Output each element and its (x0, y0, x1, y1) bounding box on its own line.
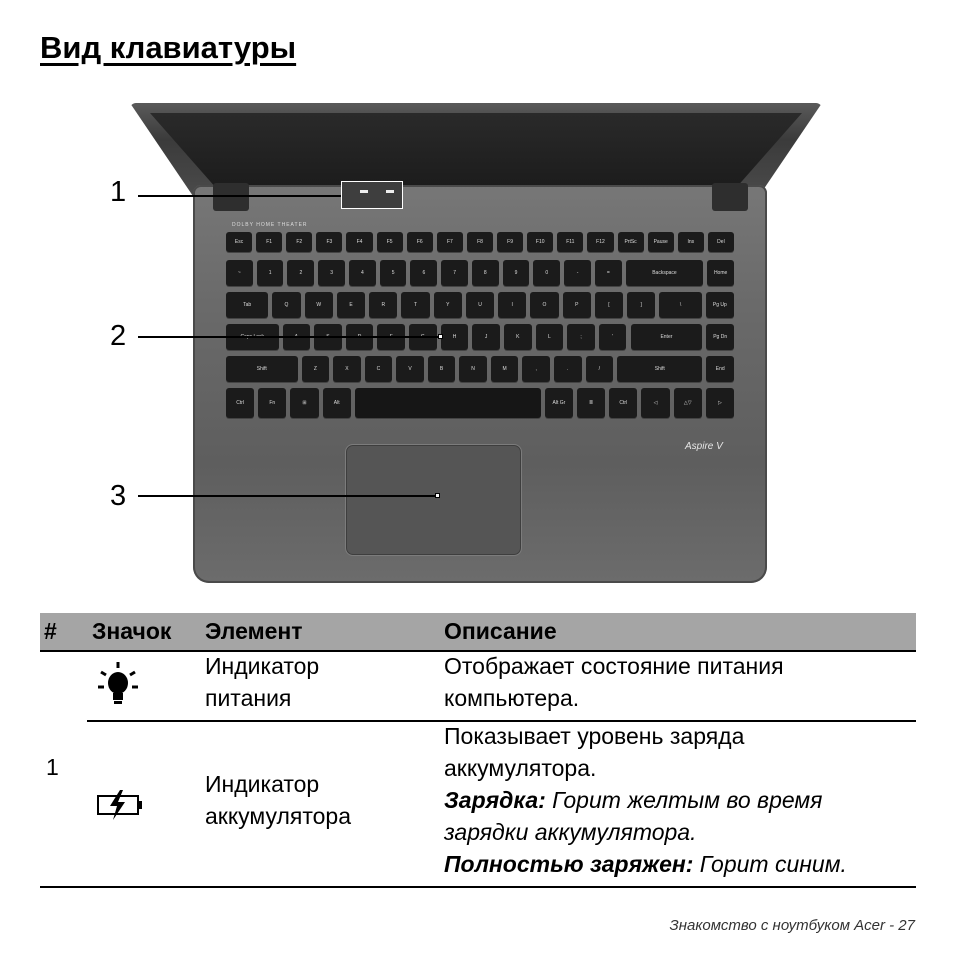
callout-2: 2 (110, 320, 127, 352)
header-description: Описание (444, 618, 557, 644)
keyboard-key: 5 (380, 260, 407, 286)
keyboard-key: 3 (318, 260, 345, 286)
keyboard-key: F7 (437, 232, 463, 252)
keyboard-key: ] (627, 292, 655, 318)
keyboard-key: W (305, 292, 333, 318)
keyboard-key: Q (272, 292, 300, 318)
keyboard-key: ' (599, 324, 627, 350)
keyboard-key: = (595, 260, 622, 286)
keyboard-key: Backspace (626, 260, 704, 286)
keyboard-key: O (530, 292, 558, 318)
keyboard-key: Fn (258, 388, 286, 418)
keyboard-key: M (491, 356, 519, 382)
power-indicator-icon (96, 660, 140, 710)
desc-charging-line-2: зарядки аккумулятора. (444, 819, 697, 845)
keyboard-key: ⊞ (290, 388, 318, 418)
keyboard-key: \ (659, 292, 701, 318)
element-power-l2: питания (205, 685, 292, 711)
keyboard-key: Esc (226, 232, 252, 252)
keyboard (226, 232, 734, 424)
keyboard-key: L (536, 324, 564, 350)
keyboard-key: I (498, 292, 526, 318)
row-group-number: 1 (46, 754, 59, 780)
keyboard-key: X (333, 356, 361, 382)
desc-battery-l1: Показывает уровень заряда (444, 723, 745, 749)
keyboard-key: K (504, 324, 532, 350)
charging-label: Зарядка: (444, 787, 546, 813)
keyboard-key: B (428, 356, 456, 382)
touchpad (345, 444, 522, 556)
callout-3: 3 (110, 480, 127, 512)
keyboard-key: F3 (316, 232, 342, 252)
keyboard-key: Ins (678, 232, 704, 252)
table-bottom-rule (40, 886, 916, 888)
keyboard-key: J (472, 324, 500, 350)
desc-battery-l2: аккумулятора. (444, 755, 597, 781)
keyboard-key: End (706, 356, 734, 382)
keyboard-key: 7 (441, 260, 468, 286)
callout-2-line (138, 336, 438, 338)
keyboard-key: - (564, 260, 591, 286)
keyboard-key: H (441, 324, 469, 350)
desc-power-l1: Отображает состояние питания (444, 653, 784, 679)
keyboard-key: 9 (503, 260, 530, 286)
keyboard-key: F6 (407, 232, 433, 252)
callout-1: 1 (110, 176, 127, 208)
keyboard-key: 2 (287, 260, 314, 286)
page-title: Вид клавиатуры (40, 30, 297, 65)
keyboard-key: F12 (587, 232, 613, 252)
keyboard-key: F8 (467, 232, 493, 252)
keyboard-key: C (365, 356, 393, 382)
keyboard-key: Shift (617, 356, 702, 382)
element-power-l1: Индикатор (205, 653, 320, 679)
desc-power-l2: компьютера. (444, 685, 580, 711)
keyboard-key: / (586, 356, 614, 382)
callout-2-end (438, 334, 443, 339)
keyboard-key: Pg Up (706, 292, 734, 318)
keyboard-key: △▽ (674, 388, 702, 418)
keyboard-key: ≣ (577, 388, 605, 418)
keyboard-key: Enter (631, 324, 703, 350)
desc-charging-line (444, 784, 822, 816)
header-element: Элемент (205, 618, 303, 644)
keyboard-key: F10 (527, 232, 553, 252)
charging-text: Горит желтым во время (545, 787, 823, 813)
keyboard-key: 6 (410, 260, 437, 286)
keyboard-key: Shift (226, 356, 298, 382)
keyboard-key: F5 (377, 232, 403, 252)
keyboard-key: Pause (648, 232, 674, 252)
full-label: Полностью заряжен: (444, 851, 694, 877)
keyboard-key: [ (595, 292, 623, 318)
keyboard-key: , (522, 356, 550, 382)
keyboard-key: F4 (346, 232, 372, 252)
keyboard-key: F11 (557, 232, 583, 252)
element-battery-l1: Индикатор (205, 771, 320, 797)
battery-led (386, 190, 394, 193)
keyboard-key: ▷ (706, 388, 734, 418)
brand-logo: Aspire V (685, 441, 723, 452)
keyboard-key: Z (302, 356, 330, 382)
keyboard-key: V (396, 356, 424, 382)
indicator-lights-highlight (341, 181, 403, 209)
header-icon: Значок (92, 618, 172, 644)
keyboard-key: N (459, 356, 487, 382)
keyboard-key: T (401, 292, 429, 318)
keyboard-key: Y (434, 292, 462, 318)
keyboard-key: Pg Dn (706, 324, 734, 350)
keyboard-key: R (369, 292, 397, 318)
keyboard-key: 4 (349, 260, 376, 286)
full-text: Горит синим. (693, 851, 847, 877)
keyboard-key: ~ (226, 260, 253, 286)
components-table (40, 613, 916, 877)
laptop-screen (150, 113, 802, 187)
keyboard-key: 1 (257, 260, 284, 286)
keyboard-key: . (554, 356, 582, 382)
key-space (355, 388, 541, 418)
desc-full-line (444, 848, 847, 880)
keyboard-key: Ctrl (226, 388, 254, 418)
keyboard-key: U (466, 292, 494, 318)
keyboard-key: ; (567, 324, 595, 350)
keyboard-key: F9 (497, 232, 523, 252)
table-header (40, 613, 916, 650)
keyboard-key: ◁ (641, 388, 669, 418)
battery-charging-icon (96, 789, 144, 821)
header-num: # (44, 618, 57, 644)
keyboard-key: Tab (226, 292, 268, 318)
keyboard-key: F2 (286, 232, 312, 252)
keyboard-key: Ctrl (609, 388, 637, 418)
page-footer: Знакомство с ноутбуком Acer - 27 (669, 917, 915, 934)
hinge-right (712, 183, 748, 211)
callout-3-line (138, 495, 435, 497)
keyboard-key: Alt Gr (545, 388, 573, 418)
keyboard-key: 8 (472, 260, 499, 286)
hinge-left (213, 183, 249, 211)
keyboard-key: Alt (323, 388, 351, 418)
dolby-label: DOLBY HOME THEATER (232, 222, 308, 228)
keyboard-key: PrtSc (618, 232, 644, 252)
callout-3-end (435, 493, 440, 498)
keyboard-key: F1 (256, 232, 282, 252)
keyboard-key: Del (708, 232, 734, 252)
keyboard-key: P (563, 292, 591, 318)
keyboard-key: Home (707, 260, 734, 286)
power-led (360, 190, 368, 193)
keyboard-key: 0 (533, 260, 560, 286)
callout-1-line (138, 195, 341, 197)
element-battery-l2: аккумулятора (205, 803, 352, 829)
keyboard-key: E (337, 292, 365, 318)
